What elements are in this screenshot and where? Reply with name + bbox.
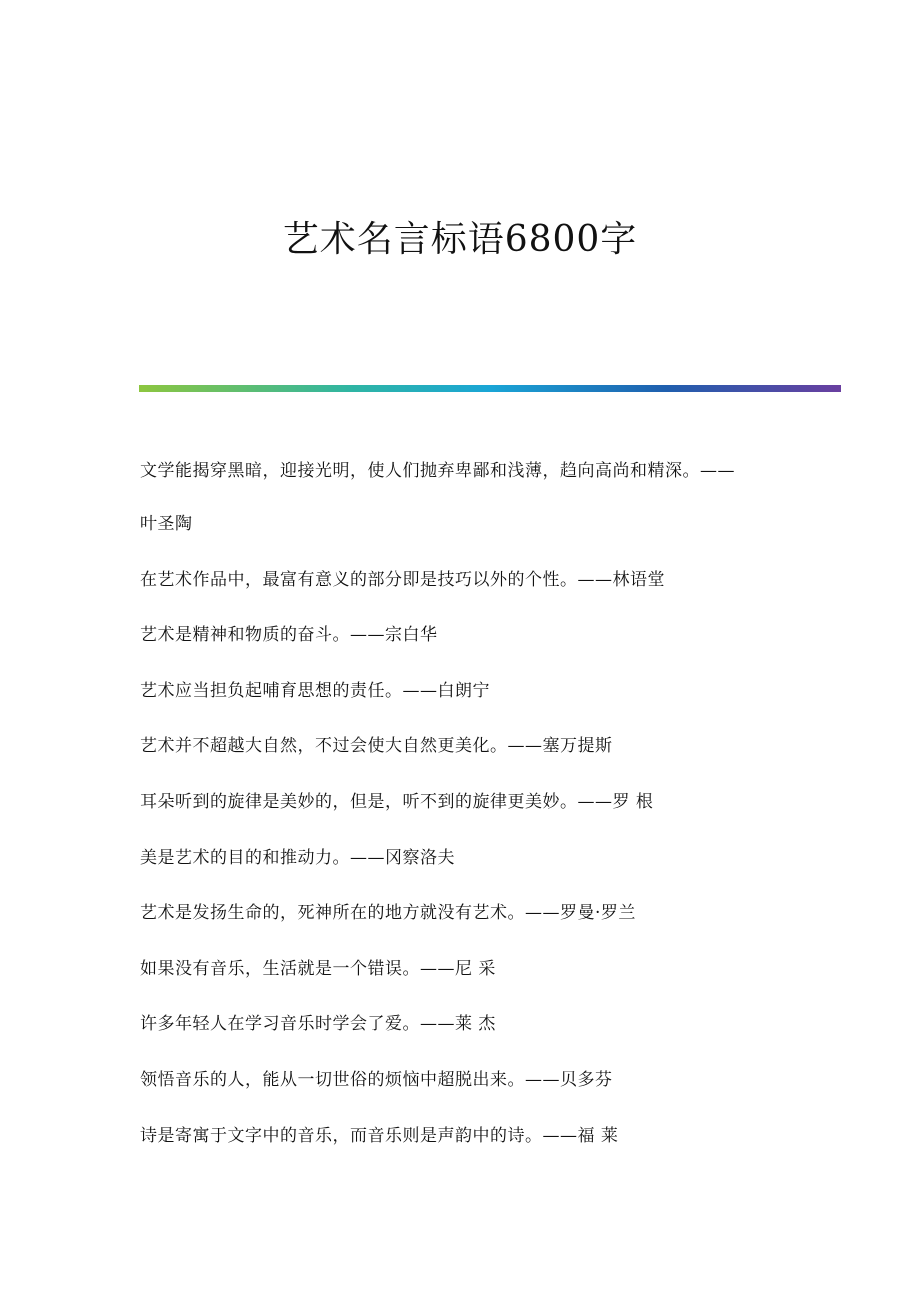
quote-item: 许多年轻人在学习音乐时学会了爱。——莱 杰 xyxy=(140,1014,496,1035)
page-title: 艺术名言标语6800字 xyxy=(282,219,638,260)
quote-item: 如果没有音乐，生活就是一个错误。——尼 采 xyxy=(140,958,496,979)
quote-item: 在艺术作品中，最富有意义的部分即是技巧以外的个性。——林语堂 xyxy=(140,569,665,590)
quote-text: 文学能揭穿黑暗，迎接光明，使人们抛弃卑鄙和浅薄，趋向高尚和精深。—— xyxy=(140,461,735,481)
quote-item: 耳朵听到的旋律是美妙的，但是，听不到的旋律更美妙。——罗 根 xyxy=(140,791,654,812)
quote-item: 艺术是发扬生命的，死神所在的地方就没有艺术。——罗曼·罗兰 xyxy=(140,903,636,924)
quote-item: 诗是寄寓于文字中的音乐，而音乐则是声韵中的诗。——福 莱 xyxy=(140,1125,619,1146)
quote-list xyxy=(140,460,800,1180)
quote-item: 领悟音乐的人，能从一切世俗的烦恼中超脱出来。——贝多芬 xyxy=(140,1069,613,1090)
quote-item: 美是艺术的目的和推动力。——冈察洛夫 xyxy=(140,847,455,868)
quote-item: 艺术是精神和物质的奋斗。——宗白华 xyxy=(140,625,438,646)
quote-author: 叶圣陶 xyxy=(140,514,193,534)
gradient-divider xyxy=(139,385,841,392)
quote-item: 艺术并不超越大自然，不过会使大自然更美化。——塞万提斯 xyxy=(140,736,613,757)
quote-item xyxy=(140,460,800,535)
quote-item: 艺术应当担负起哺育思想的责任。——白朗宁 xyxy=(140,680,490,701)
